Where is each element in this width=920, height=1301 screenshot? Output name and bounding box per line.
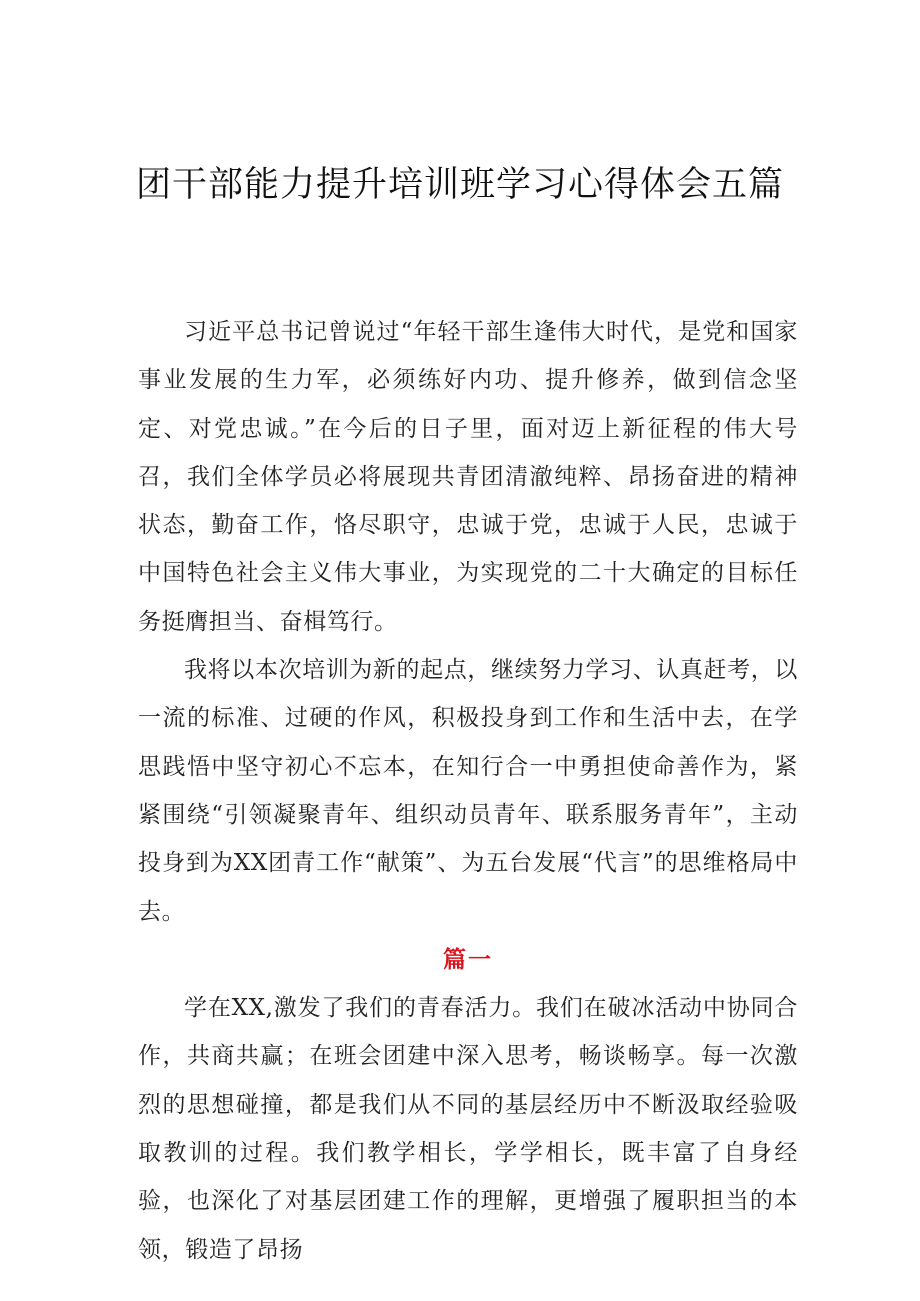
body-paragraph: 习近平总书记曾说过“年轻干部生逢伟大时代，是党和国家事业发展的生力军，必须练好内功、提升修养，做到信念坚定、对党忠诚。”在今后的日子里，面对迈上新征程的伟大号召，我们全体学员必将展现共青团清澈纯粹、昂扬奋进的精神状态，勤奋工作，恪尽职守，忠诚于党，忠诚于人民，忠诚于中国特色社会主义伟大事业，为实现党的二十大确定的目标任务挺膺担当、奋楫笃行。 (138, 319, 798, 635)
body-paragraph: 我将以本次培训为新的起点，继续努力学习、认真赶考，以一流的标准、过硬的作风，积极投身到工作和生活中去，在学思践悟中坚守初心不忘本，在知行合一中勇担使命善作为，紧紧围绕“引领凝聚青年、组织动员青年、联系服务青年”，主动投身到为XX团青工作“献策”、为五台发展“代言”的思维格局中去。 (138, 657, 798, 925)
body-paragraph: 学在XX,激发了我们的青春活力。我们在破冰活动中协同合作，共商共赢；在班会团建中深入思考，畅谈畅享。每一次激烈的思想碰撞，都是我们从不同的基层经历中不断汲取经验吸取教训的过程。我们教学相长，学学相长，既丰富了自身经验，也深化了对基层团建工作的理解，更增强了履职担当的本领，锻造了昂扬 (138, 995, 798, 1263)
document-body (138, 308, 798, 1274)
section-heading: 篇一 (443, 946, 493, 973)
document-title: 团干部能力提升培训班学习心得体会五篇 (135, 165, 784, 205)
